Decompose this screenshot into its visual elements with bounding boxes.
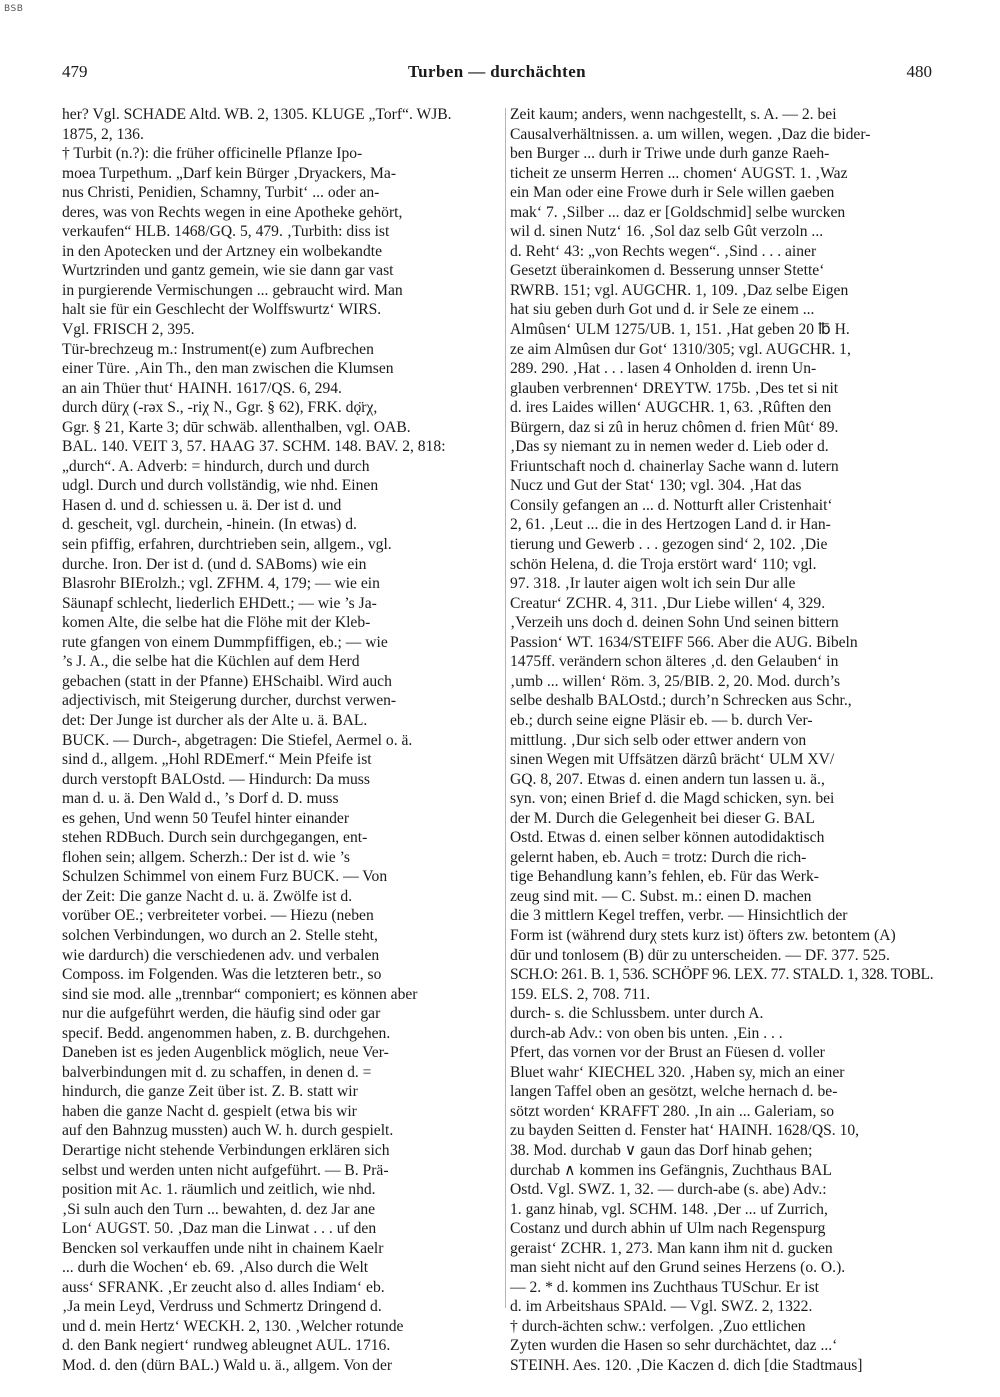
text-line: ticheit ze unserm Herren ... chomen‘ AUGST. 1. ‚Waz — [510, 164, 848, 182]
text-line: Gesetzt überainkomen d. Besserung unnser Stette‘ — [510, 262, 825, 280]
text-line: ein Man oder eine Frowe durh ir Sele willen gaeben — [510, 184, 835, 202]
text-line: ‚Das sy niemant zu in nemen weder d. Lieb oder d. — [510, 438, 829, 456]
text-line: durch dürχ (-rəx S., -riχ N., Ggr. § 62), FRK. dǫ̈rχ, — [62, 399, 378, 417]
text-line: specif. Bedd. angenommen haben, z. B. durchgehen. — [62, 1024, 391, 1042]
text-line: dūr und tonlosem (B) dür zu unterscheiden. — DF. 377. 525. — [510, 946, 890, 964]
text-line: STEINH. Aes. 120. ‚Die Kaczen d. dich [die Stadtmaus] — [510, 1357, 863, 1374]
text-line: 1. ganz hinab, vgl. SCHM. 148. ‚Der ... uf Zurrich, — [510, 1200, 828, 1218]
text-line: d. ires Laides willen‘ AUGCHR. 1, 63. ‚Rûften den — [510, 399, 832, 417]
text-line: tierung und Gewerb . . . gezogen sind‘ 2, 102. ‚Die — [510, 536, 828, 554]
text-line: her? Vgl. SCHADE Altd. WB. 2, 1305. KLUGE „Torf“. WJB. — [62, 106, 452, 123]
text-line: moea Turpethum. „Darf kein Bürger ‚Dryackers, Ma- — [62, 164, 397, 182]
text-line: sinen Wegen mit Uffsätzen därzû brächt‘ ULM XV/ — [510, 751, 835, 769]
text-line: flohen sein; allgem. Scherzh.: Der ist d. wie ’s — [62, 848, 350, 866]
text-line: det: Der Junge ist durcher als der Alte u. ä. BAL. — [62, 711, 368, 729]
text-line: SCH.O: 261. B. 1, 536. SCHÖPF 96. LEX. 77. STALD. 1, 328. TOBL. — [510, 966, 933, 984]
text-line: Creatur‘ ZCHR. 4, 311. ‚Dur Liebe willen‘ 4, 329. — [510, 594, 826, 612]
text-line: sind sie mod. alle „trennbar“ componiert; es können aber — [62, 985, 418, 1003]
text-line: 38. Mod. durchab ∨ gaun das Dorf hinab gehen; — [510, 1141, 813, 1159]
text-line: komen Alte, die selbe hat die Flöhe mit der Kleb- — [62, 614, 371, 632]
text-line: d. Reht‘ 43: „von Rechts wegen“. ‚Sind . . . ainer — [510, 242, 817, 260]
text-line: schön Helena, d. die Troja erstört ward‘ 110; vgl. — [510, 555, 817, 573]
text-line: 2, 61. ‚Leut ... die in des Hertzogen Land d. ir Han- — [510, 516, 831, 534]
text-line: rute gfangen von einem Dummpfiffigen, eb.; — wie — [62, 633, 388, 651]
text-line: 159. ELS. 2, 708. 711. — [510, 985, 651, 1003]
text-line: es gehen, Und wenn 50 Teufel hinter einander — [62, 809, 350, 827]
text-line: hat siu geben durh Got und d. ir Sele ze einem ... — [510, 301, 815, 319]
left-column — [62, 105, 502, 1376]
text-line: in purgierende Vermischungen ... gebraucht wird. Man — [62, 281, 403, 299]
text-line: ben Burger ... durh ir Triwe unde durh ganze Raeh- — [510, 145, 830, 163]
text-line: haben die ganze Nacht d. gespielt (etwa bis wir — [62, 1102, 357, 1120]
text-line: † Turbit (n.?): die früher officinelle Pflanze Ipo- — [62, 145, 363, 163]
text-line: Nucz und Gut der Stat‘ 130; vgl. 304. ‚Hat das — [510, 477, 802, 495]
text-line: 97. 318. ‚Ir lauter aigen wolt ich sein Dur alle — [510, 575, 796, 593]
text-line: wie dardurch) die verschiedenen adv. und verbalen — [62, 946, 380, 964]
text-line: Tür-brechzeug m.: Instrument(e) zum Aufbrechen — [62, 340, 374, 358]
text-line: RWRB. 151; vgl. AUGCHR. 1, 109. ‚Daz selbe Eigen — [510, 281, 849, 299]
page-number-right: 480 — [906, 62, 932, 81]
text-line: Vgl. FRISCH 2, 395. — [62, 321, 195, 339]
right-column — [510, 105, 933, 1376]
text-line: zu bayden Seitten d. Fenster hat‘ HAINH. 1628/QS. 10, — [510, 1122, 860, 1140]
text-line: Friuntschaft noch d. chainerlay Sache wann d. lutern — [510, 457, 839, 475]
text-line: Schulzen Schimmel von einem Furz BUCK. — Von — [62, 868, 388, 886]
text-line: nus Christi, Penidien, Schamny, Turbit‘ ... oder an- — [62, 184, 380, 202]
text-line: durch verstopft BALOstd. — Hindurch: Da muss — [62, 770, 370, 788]
text-line: udgl. Durch und durch vollständig, wie nhd. Einen — [62, 477, 379, 495]
text-line: man d. u. ä. Den Wald d., ’s Dorf d. D. muss — [62, 790, 339, 808]
text-line: d. den Bank negiert‘ rundweg ableugnet AUL. 1716. — [62, 1337, 391, 1355]
text-line: sötzt worden‘ KRAFFT 280. ‚In ain ... Galeriam, so — [510, 1102, 835, 1120]
text-line: geraist‘ ZCHR. 1, 273. Man kann ihm nit d. gucken — [510, 1239, 833, 1257]
text-line: Costanz und durch abhin uf Ulm nach Regenspurg — [510, 1220, 826, 1238]
text-line: durchab ∧ kommen ins Gefängnis, Zuchthaus BAL — [510, 1161, 832, 1179]
text-line: syn. von; einen Brief d. die Magd schicken, syn. bei — [510, 790, 835, 808]
text-line: Hasen d. und d. schiessen u. ä. Der ist d. und — [62, 496, 342, 514]
text-line: einer Türe. ‚Ain Th., den man zwischen die Klumsen — [62, 360, 394, 378]
text-line: ‚Ja mein Leyd, Verdruss und Schmertz Dringend d. — [62, 1298, 382, 1316]
text-line: man sieht nicht auf den Grund seines Herzens (o. O.). — [510, 1259, 846, 1277]
text-line: tige Behandlung kann’s fehlen, eb. Für das Werk- — [510, 868, 819, 886]
text-line: verkaufen“ HLB. 1468/GQ. 5, 479. ‚Turbith: diss ist — [62, 223, 390, 241]
text-line: selbe deshalb BALOstd.; durch’n Schrecken aus Schr., — [510, 692, 852, 710]
text-line: mak‘ 7. ‚Silber ... daz er [Goldschmid] selbe wurcken — [510, 203, 846, 221]
text-line: BAL. 140. VEIT 3, 57. HAAG 37. SCHM. 148. BAV. 2, 818: — [62, 438, 446, 456]
column-divider — [505, 108, 506, 1308]
text-line: Derartige nicht stehende Verbindungen erklären sich — [62, 1141, 390, 1159]
text-line: Ostd. Etwas d. einen selber können autodidaktisch — [510, 829, 825, 847]
text-line: ‚umb ... willen‘ Röm. 3, 25/BIB. 2, 20. Mod. durch’s — [510, 672, 841, 690]
text-line: halt sie für ein Geschlecht der Wolffswurtz‘ WIRS. — [62, 301, 382, 319]
text-line: 1875, 2, 136. — [62, 125, 144, 143]
page-number-left: 479 — [62, 62, 88, 81]
page-header — [62, 62, 932, 86]
text-line: zeug sind mit. — C. Subst. m.: einen D. machen — [510, 887, 812, 905]
text-line: position mit Ac. 1. räumlich und zeitlich, wie nhd. — [62, 1181, 376, 1199]
text-line: Form ist (während durχ stets kurz ist) öfters zw. betontem (A) — [510, 926, 896, 944]
page-title: Turben — durchächten — [407, 62, 587, 81]
text-line: an ain Thüer thut‘ HAINH. 1617/QS. 6, 294. — [62, 379, 342, 397]
text-line: adjectivisch, mit Steigerung durcher, durchst verwen- — [62, 692, 397, 710]
text-line: durch-ab Adv.: von oben bis unten. ‚Ein . . . — [510, 1024, 783, 1042]
text-line: mittlung. ‚Dur sich selb oder ettwer andern von — [510, 731, 807, 749]
text-line: auss‘ SFRANK. ‚Er zeucht also d. alles Indiam‘ eb. — [62, 1278, 385, 1296]
text-line: Composs. im Folgenden. Was die letzteren betr., so — [62, 966, 382, 984]
text-line: durch- s. die Schlussbem. unter durch A. — [510, 1005, 764, 1023]
text-line: auf den Bahnzug mussten) auch W. h. durch gespielt. — [62, 1122, 394, 1140]
text-line: nur die aufgeführt werden, die häufig sind oder gar — [62, 1005, 381, 1023]
text-line: stehen RDBuch. Durch sein durchgegangen, ent- — [62, 829, 368, 847]
text-line: wil d. sinen Nutz‘ 16. ‚Sol daz selb Gût verzoln ... — [510, 223, 824, 241]
text-line: d. gescheit, vgl. durchein, -hinein. (In etwas) d. — [62, 516, 357, 534]
text-line: solchen Verbindungen, wo durch an 2. Stelle steht, — [62, 926, 378, 944]
text-line: Pfert, das vornen vor der Brust an Füesen d. voller — [510, 1044, 825, 1062]
text-line: Ostd. Vgl. SWZ. 1, 32. — durch-abe (s. abe) Adv.: — [510, 1181, 827, 1199]
text-line: Bürgern, daz si zû in heruz chômen d. frien Mût‘ 89. — [510, 418, 839, 436]
text-line: der M. Durch die Gelegenheit bei dieser G. BAL — [510, 809, 815, 827]
text-line: ze aim Almûsen dur Got‘ 1310/305; vgl. AUGCHR. 1, — [510, 340, 851, 358]
text-line: selbst und werden unten nicht aufgeführt. — B. Prä- — [62, 1161, 389, 1179]
text-line: gelernt haben, eb. Auch = trotz: Durch die rich- — [510, 848, 807, 866]
text-line: ’s J. A., die selbe hat die Küchlen auf dem Herd — [62, 653, 360, 671]
text-line: langen Taffel oben an gesötzt, welche hernach d. be- — [510, 1083, 838, 1101]
text-line: durche. Iron. Der ist d. (und d. SABoms) wie ein — [62, 555, 367, 573]
text-line: Bluet wahr‘ KIECHEL 320. ‚Haben sy, mich an einer — [510, 1063, 845, 1081]
watermark: BSB — [4, 4, 24, 14]
text-line: gebachen (statt in der Pfanne) EHSchaibl. Wird auch — [62, 672, 392, 690]
text-line: Zyten wurden die Hasen so sehr durchächtet, daz ...‘ — [510, 1337, 838, 1355]
text-line: Mod. d. den (dürn BAL.) Wald u. ä., allgem. Von der — [62, 1357, 393, 1374]
text-line: BUCK. — Durch-, abgetragen: Die Stiefel, Aermel o. ä. — [62, 731, 413, 749]
text-line: hindurch, die ganze Zeit über ist. Z. B. statt wir — [62, 1083, 358, 1101]
text-line: Bencken sol verkauffen unde niht in chainem Kaelr — [62, 1239, 384, 1257]
text-line: ‚Si suln auch den Turn ... bewahten, d. dez Jar ane — [62, 1200, 376, 1218]
text-line: ‚Verzeih uns doch d. deinen Sohn Und seinen bittern — [510, 614, 839, 632]
text-line: und d. mein Hertz‘ WECKH. 2, 130. ‚Welcher rotunde — [62, 1317, 404, 1335]
text-line: balverbindungen mit d. zu schaffen, in denen d. = — [62, 1063, 372, 1081]
text-line: — 2. * d. kommen ins Zuchthaus TUSchur. Er ist — [510, 1278, 819, 1296]
text-line: Consily gefangen an ... d. Notturft aller Cristenhait‘ — [510, 496, 833, 514]
text-line: Zeit kaum; anders, wenn nachgestellt, s. A. — 2. bei — [510, 106, 837, 123]
text-line: Blasrohr BIErolzh.; vgl. ZFHM. 4, 179; — wie ein — [62, 575, 380, 593]
text-line: ... durh die Wochen‘ eb. 69. ‚Also durch die Welt — [62, 1259, 369, 1277]
text-line: 1475ff. verändern schon älteres ‚d. den Gelauben‘ in — [510, 653, 839, 671]
text-line: glauben verbrennen‘ DREYTW. 175b. ‚Des tet si nit — [510, 379, 839, 397]
text-line: vorüber OE.; verbreiteter vorbei. — Hiezu (neben — [62, 907, 374, 925]
text-line: sind d., allgem. „Hohl RDEmerf.“ Mein Pfeife ist — [62, 751, 372, 769]
text-line: Ggr. § 21, Karte 3; dūr schwäb. allenthalben, vgl. OAB. — [62, 418, 411, 436]
text-line: † durch-ächten schw.: verfolgen. ‚Zuo ettlichen — [510, 1317, 806, 1335]
text-line: deres, was von Rechts wegen in eine Apotheke gehört, — [62, 203, 403, 221]
text-line: Almûsen‘ ULM 1275/UB. 1, 151. ‚Hat geben 20 ℔ H. — [510, 321, 850, 339]
text-line: Causalverhältnissen. a. um willen, wegen. ‚Daz die bider- — [510, 125, 871, 143]
text-line: in den Apotecken und der Artzney ein wolbekandte — [62, 242, 383, 260]
text-line: d. im Arbeitshaus SPAld. — Vgl. SWZ. 2, 1322. — [510, 1298, 813, 1316]
text-line: Säunapf schlecht, liederlich EHDett.; — wie ’s Ja- — [62, 594, 377, 612]
text-line: 289. 290. ‚Hat . . . lasen 4 Onholden d. irenn Un- — [510, 360, 817, 378]
text-line: Passion‘ WT. 1634/STEIFF 566. Aber die AUG. Bibeln — [510, 633, 858, 651]
text-line: die 3 mittlern Kegel treffen, verbr. — Hinsichtlich der — [510, 907, 848, 925]
text-line: GQ. 8, 207. Etwas d. einen andern tun lassen u. ä., — [510, 770, 825, 788]
text-line: der Zeit: Die ganze Nacht d. u. ä. Zwölfe ist d. — [62, 887, 353, 905]
text-line: eb.; durch seine eigne Pläsir eb. — b. durch Ver- — [510, 711, 813, 729]
text-line: sein pfiffig, erfahren, durchtrieben sein, allgem., vgl. — [62, 536, 392, 554]
text-line: Daneben ist es jeden Augenblick möglich, neue Ver- — [62, 1044, 389, 1062]
text-line: Wurtzrinden und gantz gemein, wie sie dann gar vast — [62, 262, 394, 280]
text-line: „durch“. A. Adverb: = hindurch, durch und durch — [62, 457, 370, 475]
text-line: Lon‘ AUGST. 50. ‚Daz man die Linwat . . . uf den — [62, 1220, 377, 1238]
